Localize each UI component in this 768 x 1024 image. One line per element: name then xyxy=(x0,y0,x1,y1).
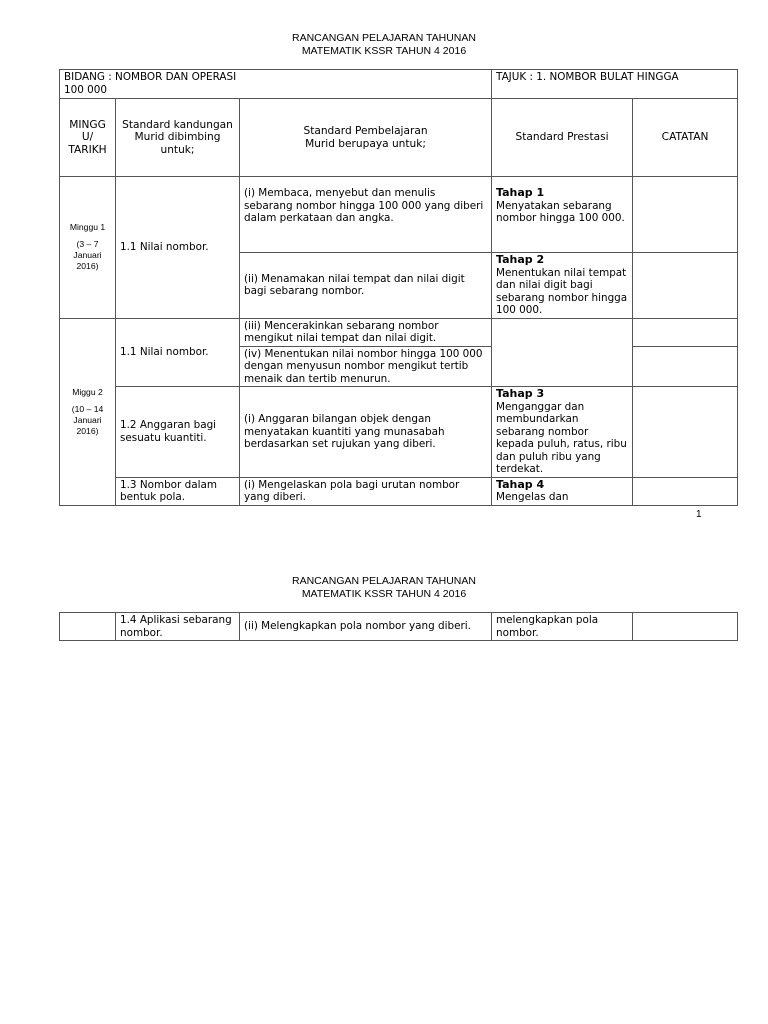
table-row xyxy=(60,613,738,641)
sp-ii-pola: (ii) Melengkapkan pola nombor yang diberi. xyxy=(240,613,492,641)
title-line-2: MATEMATIK KSSR TAHUN 4 2016 xyxy=(301,45,467,57)
title-line-1: RANCANGAN PELAJARAN TAHUNAN xyxy=(292,575,476,587)
catatan-cell xyxy=(633,613,738,641)
prestasi-tahap-3 xyxy=(492,387,633,478)
header-standard-kandungan xyxy=(116,99,240,177)
sk-1-2: 1.2 Anggaran bagi sesuatu kuantiti. xyxy=(116,387,240,478)
sk-1-1: 1.1 Nilai nombor. xyxy=(116,177,240,319)
catatan-cell xyxy=(633,346,738,387)
tahap-3-desc: Menganggar dan membundarkan sebarang nombor kepada puluh, ratus, ribu dan puluh ribu yang terdekat. xyxy=(496,400,627,475)
sp-iii: (iii) Mencerakinkan sebarang nombor mengikut nilai tempat dan nilai digit. xyxy=(240,318,492,346)
header-sk-line2: Murid dibimbing untuk; xyxy=(134,131,221,156)
catatan-cell xyxy=(633,477,738,505)
week-1-label: Minggu 1 xyxy=(69,222,106,233)
topic-row xyxy=(60,70,738,99)
header-sk-line1: Standard kandungan xyxy=(122,118,233,131)
header-catatan: CATATAN xyxy=(633,99,738,177)
catatan-cell xyxy=(633,177,738,253)
tahap-4-label: Tahap 4 xyxy=(496,477,545,491)
catatan-cell xyxy=(633,318,738,346)
week-2-label: Miggu 2 xyxy=(72,386,103,397)
prestasi-tahap-1 xyxy=(492,177,633,253)
prestasi-empty xyxy=(492,318,633,387)
sp-ii: (ii) Menamakan nilai tempat dan nilai digit bagi sebarang nombor. xyxy=(240,253,492,319)
table-row xyxy=(60,318,738,346)
title-line-1: RANCANGAN PELAJARAN TAHUNAN xyxy=(292,32,476,44)
sk-1-4: 1.4 Aplikasi sebarang nombor. xyxy=(116,613,240,641)
prestasi-tahap-4 xyxy=(492,477,633,505)
table-row xyxy=(60,177,738,253)
bidang-cell xyxy=(60,70,492,99)
sp-i: (i) Membaca, menyebut dan menulis sebarang nombor hingga 100 000 yang diberi dalam perkataan dan angka. xyxy=(240,177,492,253)
catatan-cell xyxy=(633,253,738,319)
table-row xyxy=(60,477,738,505)
prestasi-cont: melengkapkan pola nombor. xyxy=(492,613,633,641)
week-1-dates: (3 – 7 Januari 2016) xyxy=(73,239,102,272)
tahap-2-label: Tahap 2 xyxy=(496,253,545,266)
lesson-plan-table xyxy=(59,69,738,506)
sk-1-3: 1.3 Nombor dalam bentuk pola. xyxy=(116,477,240,505)
week-2-cell xyxy=(60,318,116,505)
sp-anggaran: (i) Anggaran bilangan objek dengan menyatakan kuantiti yang munasabah berdasarkan set rujukan yang diberi. xyxy=(240,387,492,478)
sp-pola: (i) Mengelaskan pola bagi urutan nombor yang diberi. xyxy=(240,477,492,505)
tahap-4-desc: Mengelas dan xyxy=(496,491,569,503)
tahap-3-label: Tahap 3 xyxy=(496,387,545,400)
prestasi-tahap-2 xyxy=(492,253,633,319)
header-sp-line1: Standard Pembelajaran xyxy=(303,125,428,137)
header-standard-prestasi: Standard Prestasi xyxy=(492,99,633,177)
tajuk-label: TAJUK : 1. NOMBOR BULAT HINGGA xyxy=(492,70,738,99)
tahap-1-desc: Menyatakan sebarang nombor hingga 100 000. xyxy=(496,199,625,224)
header-minggu: MINGG U/ TARIKH xyxy=(60,99,116,177)
header-sp-line2: Murid berupaya untuk; xyxy=(305,137,426,150)
title-line-2: MATEMATIK KSSR TAHUN 4 2016 xyxy=(301,588,467,600)
sk-1-1-b: 1.1 Nilai nombor. xyxy=(116,318,240,387)
document-title-page-2 xyxy=(0,575,768,601)
week-2-dates: (10 – 14 Januari 2016) xyxy=(71,403,104,436)
page-number: 1 xyxy=(696,509,702,520)
header-row xyxy=(60,99,738,177)
tahap-2-desc: Menentukan nilai tempat dan nilai digit bagi sebarang nombor hingga 100 000. xyxy=(496,266,628,316)
tahap-1-label: Tahap 1 xyxy=(496,186,545,199)
catatan-cell xyxy=(633,387,738,478)
document-title xyxy=(0,32,768,58)
lesson-plan-table-page-2 xyxy=(59,612,738,641)
week-1-cell xyxy=(60,177,116,319)
sp-iv: (iv) Menentukan nilai nombor hingga 100 000 dengan menyusun nombor mengikut tertib menaik dan tertib menurun. xyxy=(240,346,492,387)
week-cell xyxy=(60,613,116,641)
table-row xyxy=(60,387,738,478)
bidang-label: BIDANG : NOMBOR DAN OPERASI xyxy=(64,71,237,83)
bidang-continuation: 100 000 xyxy=(64,83,107,96)
header-standard-pembelajaran xyxy=(240,99,492,177)
